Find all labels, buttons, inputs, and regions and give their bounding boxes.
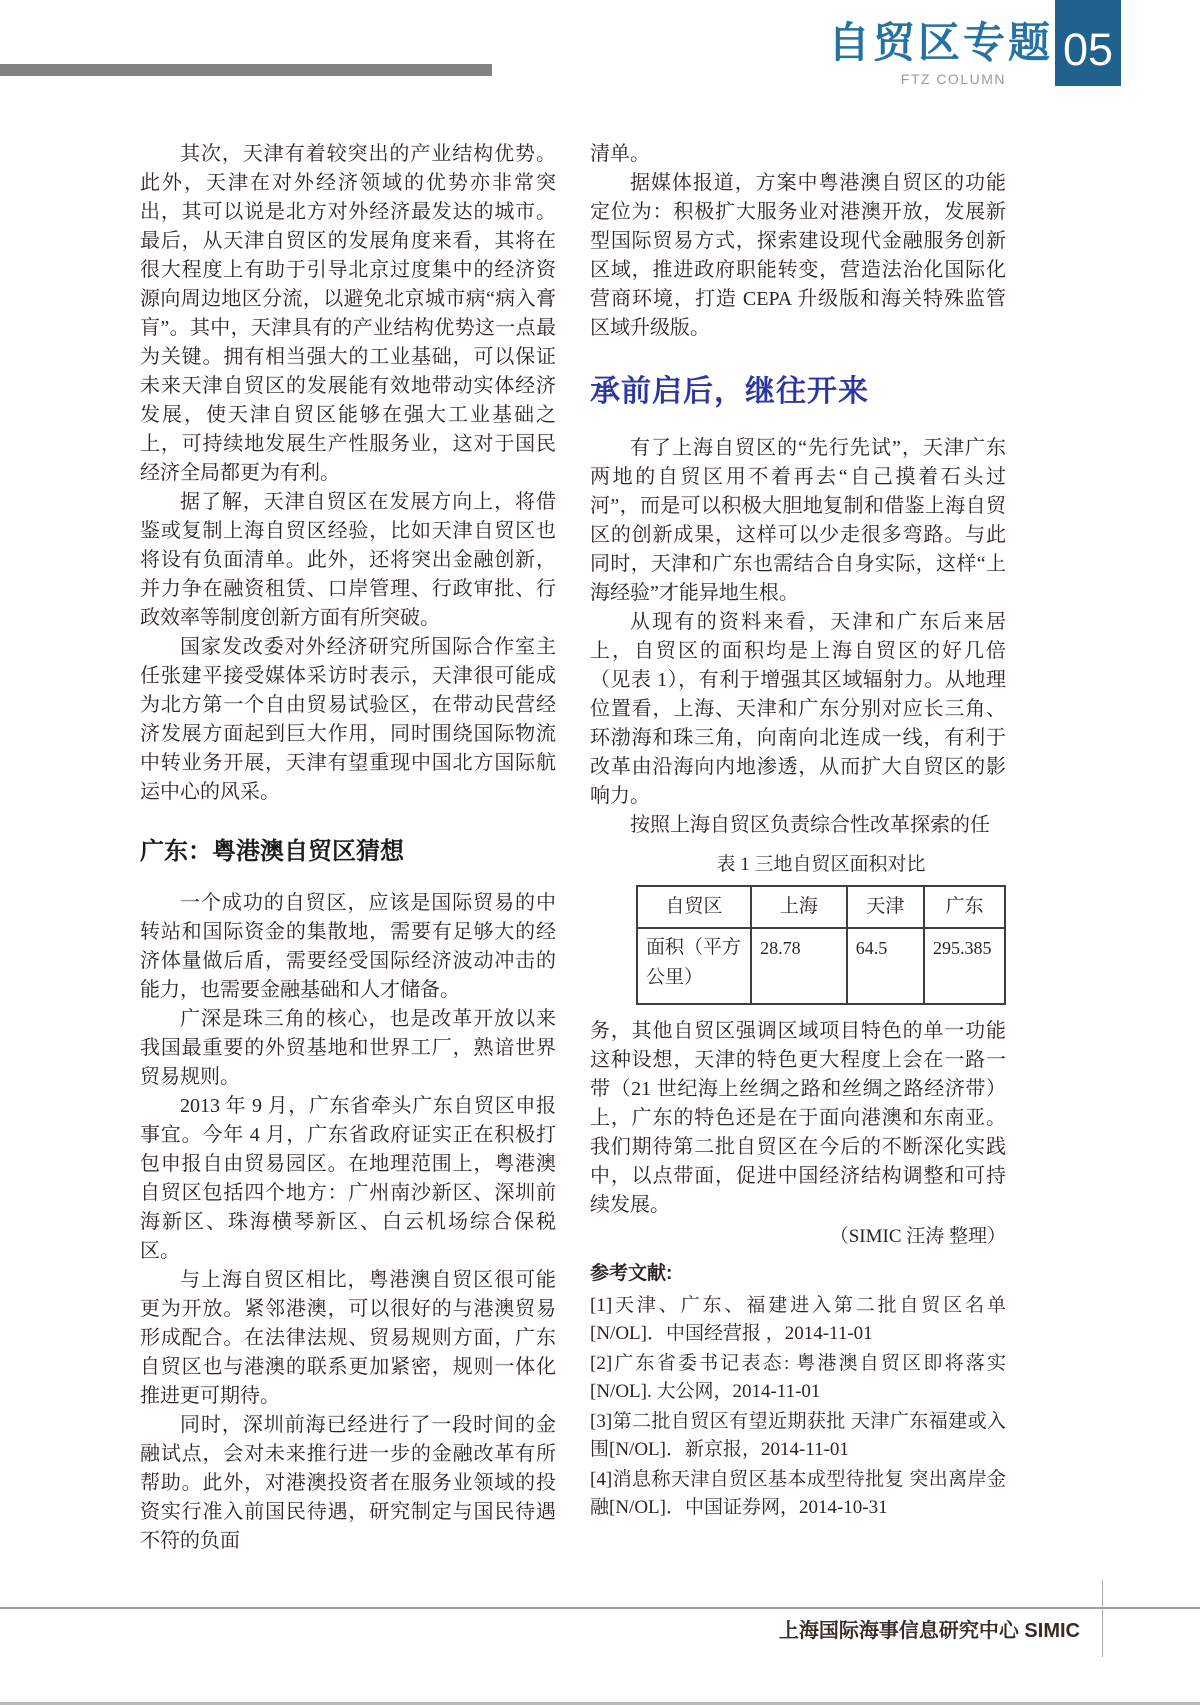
reference-item: [2]广东省委书记表态: 粤港澳自贸区即将落实[N/OL]. 大公网，2014-11-01: [590, 1353, 1006, 1402]
paragraph: 一个成功的自贸区，应该是国际贸易的中转站和国际资金的集散地，需要有足够大的经济体量做后盾，需要经受国际经济波动冲击的能力，也需要金融基础和人才储备。: [140, 892, 556, 1001]
references-title: 参考文献:: [590, 1263, 673, 1284]
paragraph: 广深是珠三角的核心，也是改革开放以来我国最重要的外贸基地和世界工厂，熟谙世界贸易规则。: [140, 1008, 556, 1088]
table-header-cell: 上海: [751, 886, 847, 928]
table-cell: 28.78: [751, 928, 847, 1004]
section-heading-guangdong: 广东：粤港澳自贸区猜想: [140, 838, 404, 865]
reference-item: [4]消息称天津自贸区基本成型待批复 突出离岸金融[N/OL]．中国证券网，2014-10-31: [590, 1469, 1006, 1518]
right-column: [590, 140, 1006, 1556]
reference-item: [3]第二批自贸区有望近期获批 天津广东福建或入围[N/OL]．新京报，2014-11-01: [590, 1411, 1006, 1460]
table-cell: 295.385: [924, 928, 1005, 1004]
table-header-cell: 自贸区: [637, 886, 751, 928]
paragraph: 同时，深圳前海已经进行了一段时间的金融试点，会对未来推行进一步的金融改革有所帮助。此外，对港澳投资者在服务业领域的投资实行准入前国民待遇，研究制定与国民待遇不符的负面: [140, 1414, 556, 1552]
paragraph: 按照上海自贸区负责综合性改革探索的任: [630, 814, 990, 836]
page-number: 05: [1062, 24, 1114, 75]
page-subtitle: FTZ COLUMN: [900, 71, 1006, 87]
article-body: [140, 140, 1006, 1556]
table-header-row: [637, 886, 1005, 928]
paragraph: 有了上海自贸区的“先行先试”，天津广东两地的自贸区用不着再去“自己摸着石头过河”，而是可以积极大胆地复制和借鉴上海自贸区的创新成果，这样可以少走很多弯路。与此同时，天津和广东也需结合自身实际，这样“上海经验”才能异地生根。: [590, 437, 1006, 604]
area-comparison-table: [636, 885, 1006, 1005]
table-header-cell: 广东: [924, 886, 1005, 928]
paragraph: 据媒体报道，方案中粤港澳自贸区的功能定位为：积极扩大服务业对港澳开放，发展新型国际贸易方式，探索建设现代金融服务创新区域，推进政府职能转变，营造法治化国际化营商环境，打造 CEPA 升级版和海关特殊监管区域升级版。: [590, 172, 1006, 339]
section-heading-continuation: 承前启后，继往开来: [590, 375, 869, 408]
footer-vertical-rule: [1102, 1580, 1103, 1657]
paragraph: 与上海自贸区相比，粤港澳自贸区很可能更为开放。紧邻港澳，可以很好的与港澳贸易形成配合。在法律法规、贸易规则方面，广东自贸区也与港澳的联系更加紧密，规则一体化推进更可期待。: [140, 1269, 556, 1407]
bottom-rule: [0, 1702, 1200, 1705]
attribution: （SIMIC 汪涛 整理）: [829, 1226, 1006, 1247]
table-row: [637, 928, 1005, 1004]
paragraph: 清单。: [590, 143, 650, 165]
reference-item: [1]天津、广东、福建进入第二批自贸区名单[N/OL]．中国经营报 ，2014-11-01: [590, 1295, 1006, 1344]
page-title: 自贸区专题: [827, 19, 1053, 66]
page-number-badge: [1055, 0, 1121, 86]
paragraph: 国家发改委对外经济研究所国际合作室主任张建平接受媒体采访时表示，天津很可能成为北方第一个自由贸易试验区，在带动民营经济发展方面起到巨大作用，同时围绕国际物流中转业务开展，天津有望重现中国北方国际航运中心的风采。: [140, 636, 556, 803]
paragraph: 2013 年 9 月，广东省牵头广东自贸区申报事宜。今年 4 月，广东省政府证实正在积极打包申报自由贸易园区。在地理范围上，粤港澳自贸区包括四个地方：广州南沙新区、深圳前海新区、珠海横琴新区、白云机场综合保税区。: [140, 1095, 556, 1262]
paragraph: 其次，天津有着较突出的产业结构优势。此外，天津在对外经济领域的优势亦非常突出，其可以说是北方对外经济最发达的城市。最后，从天津自贸区的发展角度来看，其将在很大程度上有助于引导北京过度集中的经济资源向周边地区分流，以避免北京城市病“病入膏肓”。其中，天津具有的产业结构优势这一点最为关键。拥有相当强大的工业基础，可以保证未来天津自贸区的发展能有效地带动实体经济发展，使天津自贸区能够在强大工业基础之上，可持续地发展生产性服务业，这对于国民经济全局都更为有利。: [140, 143, 556, 484]
table-caption: 表 1 三地自贸区面积对比: [716, 854, 926, 875]
left-column: [140, 140, 556, 1556]
footer-org-name: 上海国际海事信息研究中心 SIMIC: [778, 1620, 1080, 1642]
paragraph: 务，其他自贸区强调区域项目特色的单一功能这种设想，天津的特色更大程度上会在一路一带（21 世纪海上丝绸之路和丝绸之路经济带）上，广东的特色还是在于面向港澳和东南亚。我们期待第二批自贸区在今后的不断深化实践中，以点带面，促进中国经济结构调整和可持续发展。: [590, 1020, 1006, 1216]
paragraph: 从现有的资料来看，天津和广东后来居上，自贸区的面积均是上海自贸区的好几倍（见表 1），有利于增强其区域辐射力。从地理位置看，上海、天津和广东分别对应长三角、环渤海和珠三角，向南向北连成一线，有利于改革由沿海向内地渗透，从而扩大自贸区的影响力。: [590, 611, 1006, 807]
footer-rule: [0, 1607, 1200, 1609]
paragraph: 据了解，天津自贸区在发展方向上，将借鉴或复制上海自贸区经验，比如天津自贸区也将设有负面清单。此外，还将突出金融创新，并力争在融资租赁、口岸管理、行政审批、行政效率等制度创新方面有所突破。: [140, 491, 556, 629]
table-cell: 64.5: [847, 928, 924, 1004]
table-row-label: 面积（平方公里）: [637, 928, 751, 1004]
header-rule: [0, 64, 492, 76]
table-header-cell: 天津: [847, 886, 924, 928]
